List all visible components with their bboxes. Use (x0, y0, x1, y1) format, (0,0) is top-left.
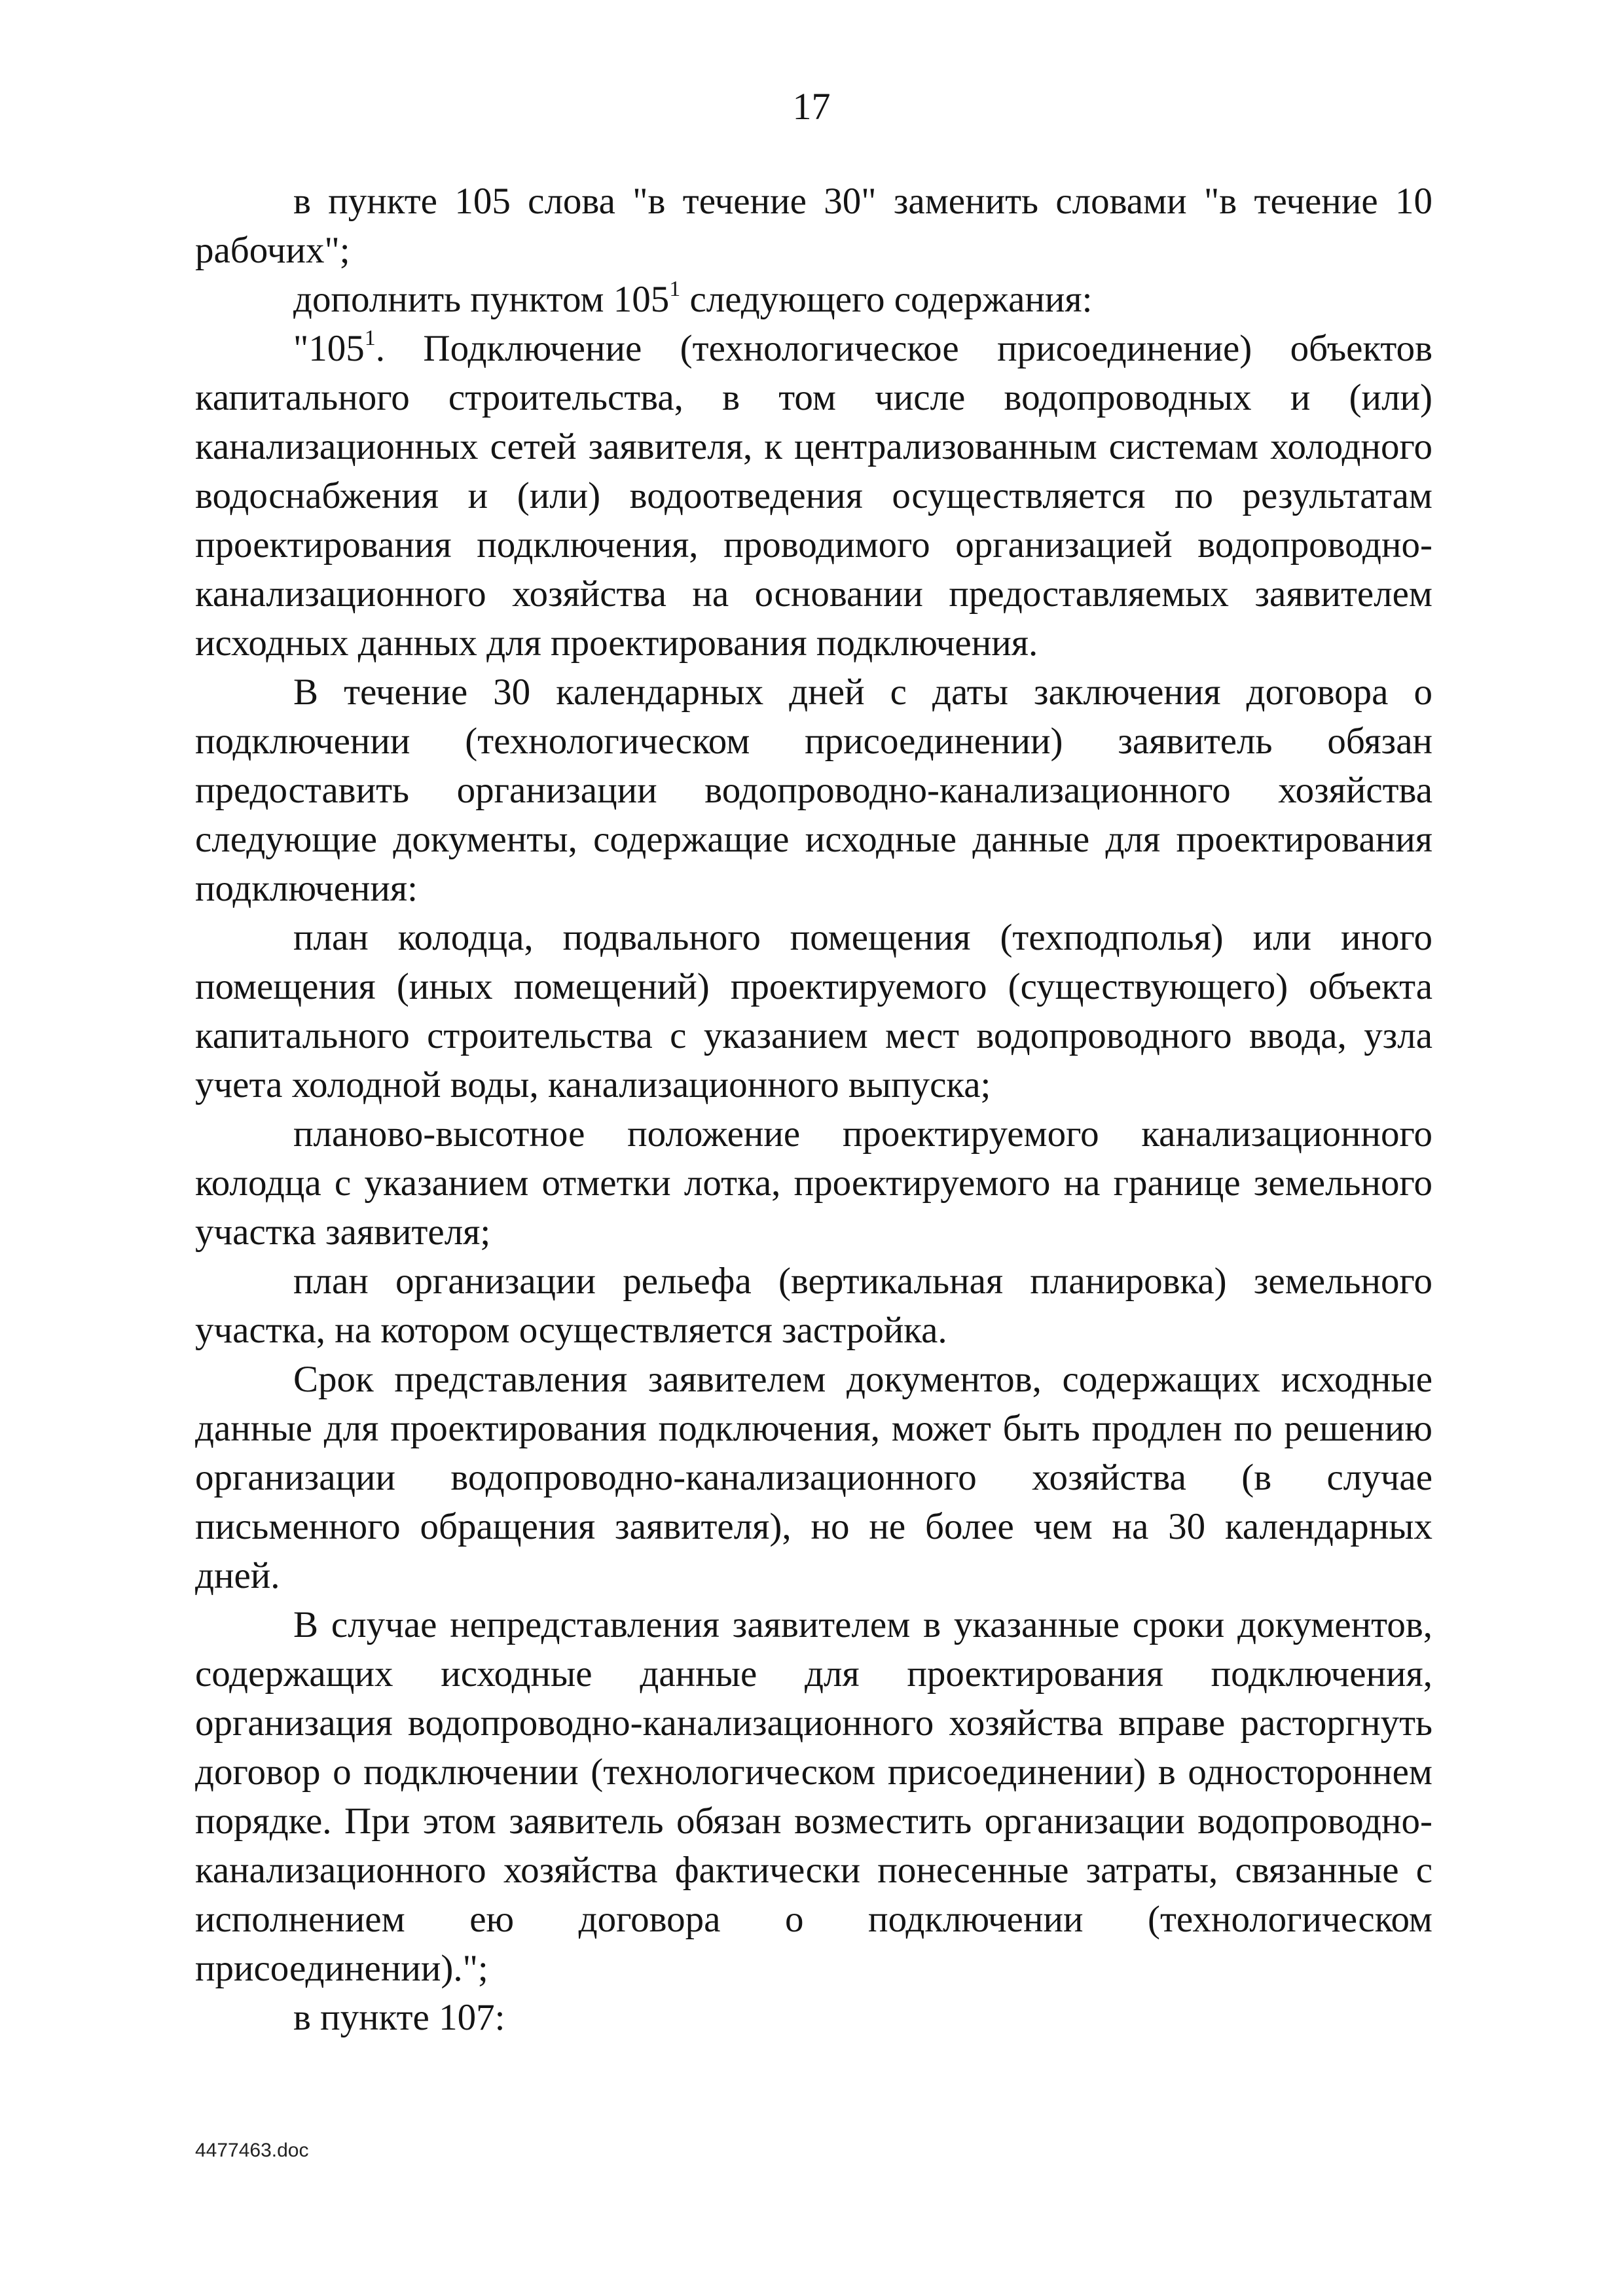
paragraph (195, 275, 1432, 324)
paragraph-text: . Подключение (технологическое присоединение) объектов капитального строительства, в том числе водопроводных и (или) канализационных сетей заявителя, к централизованным системам холодного водоснабжения и (или) водоотведения осуществляется по результатам проектирования подключения, проводимого организацией водопроводно-канализационного хозяйства на основании предоставляемых заявителем исходных данных для проектирования подключения. (195, 328, 1432, 664)
paragraph: В течение 30 календарных дней с даты заключения договора о подключении (технологическом присоединении) заявитель обязан предоставить организации водопроводно-канализационного хозяйства следующие документы, содержащие исходные данные для проектирования подключения: (195, 672, 1432, 909)
paragraph (195, 324, 1432, 668)
footer-filename: 4477463.doc (195, 2140, 309, 2161)
paragraph-text: дополнить пунктом 105 (293, 279, 670, 320)
paragraph: в пункте 107: (293, 1997, 505, 2038)
superscript: 1 (364, 326, 376, 350)
paragraph: в пункте 105 слова "в течение 30" заменить словами "в течение 10 рабочих"; (195, 181, 1432, 271)
paragraph: план организации рельефа (вертикальная планировка) земельного участка, на котором осуществляется застройка. (195, 1261, 1432, 1351)
document-body (195, 177, 1432, 2042)
superscript: 1 (669, 277, 681, 301)
paragraph: планово-высотное положение проектируемого канализационного колодца с указанием отметки лотка, проектируемого на границе земельного участка заявителя; (195, 1113, 1432, 1253)
paragraph: план колодца, подвального помещения (техподполья) или иного помещения (иных помещений) проектируемого (существующего) объекта капитального строительства с указанием мест водопроводного ввода, узла учета холодной воды, канализационного выпуска; (195, 917, 1432, 1105)
paragraph: В случае непредставления заявителем в указанные сроки документов, содержащих исходные данные для проектирования подключения, организация водопроводно-канализационного хозяйства вправе расторгнуть договор о подключении (технологическом присоединении) в одностороннем порядке. При этом заявитель обязан возместить организации водопроводно-канализационного хозяйства фактически понесенные затраты, связанные с исполнением ею договора о подключении (технологическом присоединении)."; (195, 1604, 1432, 1989)
paragraph-text: следующего содержания: (680, 279, 1093, 320)
paragraph-text: "105 (293, 328, 365, 369)
paragraph: Срок представления заявителем документов, содержащих исходные данные для проектирования подключения, может быть продлен по решению организации водопроводно-канализационного хозяйства (в случае письменного обращения заявителя), но не более чем на 30 календарных дней. (195, 1359, 1432, 1596)
page-number: 17 (792, 85, 831, 128)
